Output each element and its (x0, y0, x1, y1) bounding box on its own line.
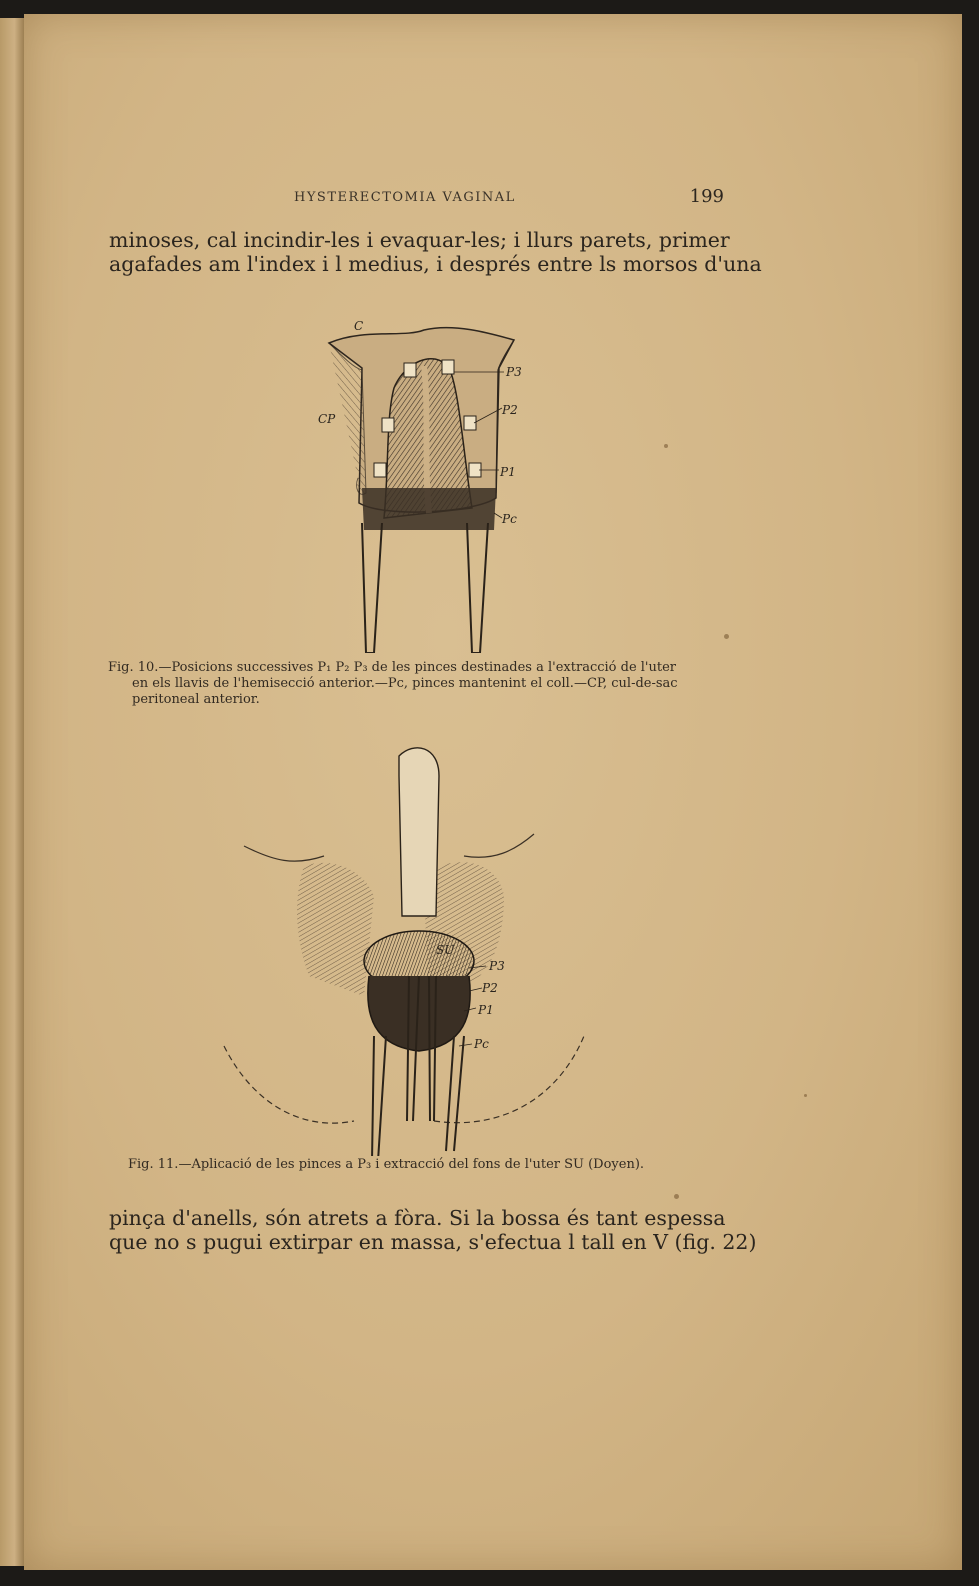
figure-11-illustration (214, 736, 594, 1156)
fig10-label-c: C (354, 319, 364, 333)
page-number: 199 (689, 186, 724, 207)
caption-line: peritoneal anterior. (132, 692, 260, 707)
paper-speck (724, 634, 729, 639)
text-line: agafades am l'index i l medius, i després entre ls morsos d'una (109, 252, 762, 276)
text-line: que no s pugui extirpar en massa, s'efectua l tall en V (fig. 22) (109, 1230, 757, 1254)
fig10-label-pc: Pc (502, 512, 517, 526)
text-line: pinça d'anells, són atrets a fòra. Si la bossa és tant espessa (109, 1206, 726, 1230)
fig11-label-su: SU (436, 943, 455, 957)
fig10-label-p3: P3 (506, 365, 522, 379)
fig11-label-p2: P2 (482, 981, 498, 995)
figure-11-caption (128, 1157, 728, 1173)
figure-10-caption (108, 660, 728, 708)
body-text-bottom (109, 1206, 757, 1254)
caption-line: en els llavis de l'hemisecció anterior.—Pc, pinces mantenint el coll.—CP, cul-de-sac (132, 676, 678, 691)
fig10-label-p2: P2 (502, 403, 518, 417)
figure-10-illustration (274, 308, 534, 653)
fig10-label-cp: CP (318, 412, 336, 426)
caption-line: Fig. 11.—Aplicació de les pinces a P₃ i extracció del fons de l'uter SU (Doyen). (128, 1157, 645, 1172)
fig11-label-p1: P1 (478, 1003, 494, 1017)
running-head: HYSTERECTOMIA VAGINAL (294, 190, 516, 205)
adjacent-page-edge (0, 18, 25, 1566)
text-line: minoses, cal incindir-les i evaquar-les; i llurs parets, primer (109, 228, 730, 252)
fig10-label-p1: P1 (500, 465, 516, 479)
paper-speck (804, 1094, 807, 1097)
paper-speck (674, 1194, 679, 1199)
fig11-label-p3: P3 (489, 959, 505, 973)
caption-line: Fig. 10.—Posicions successives P₁ P₂ P₃ de les pinces destinades a l'extracció de l'uter (108, 660, 677, 675)
paper-speck (664, 444, 668, 448)
book-page (24, 14, 962, 1570)
body-text-top (109, 228, 762, 276)
fig11-label-pc: Pc (474, 1037, 489, 1051)
